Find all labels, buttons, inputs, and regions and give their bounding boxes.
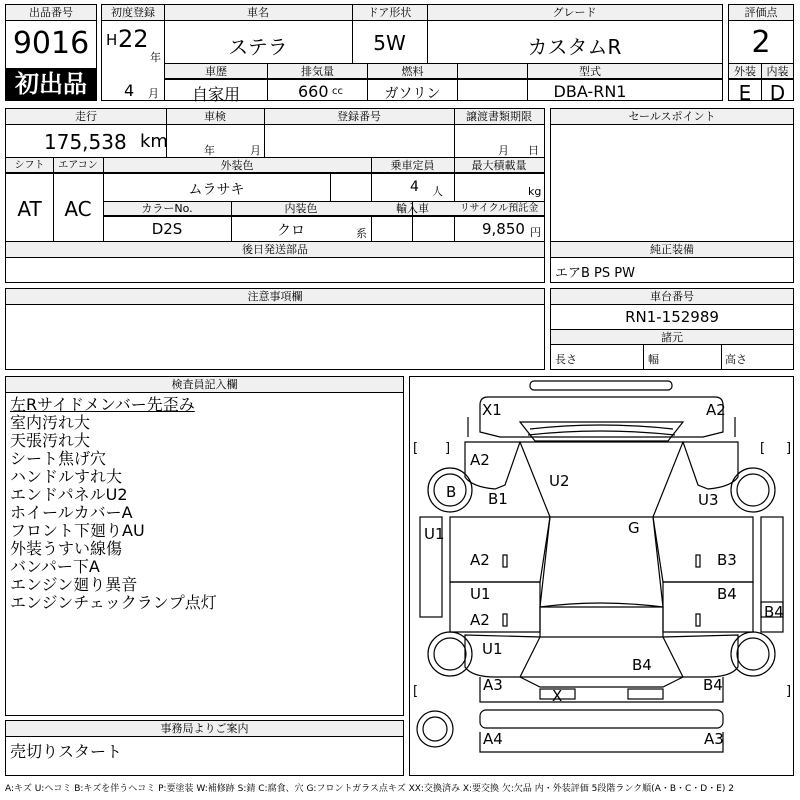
mark-x: X bbox=[552, 687, 563, 705]
equipment-box bbox=[550, 241, 794, 283]
ext-color: ムラサキ bbox=[188, 182, 245, 198]
car-diagram-svg bbox=[410, 377, 793, 775]
mark-b-wheel: B bbox=[446, 483, 457, 501]
color-no: D2S bbox=[151, 220, 183, 238]
remark-item: 外装うすい線傷 bbox=[10, 539, 123, 558]
mark-a2-tr: A2 bbox=[706, 401, 726, 419]
int-color: クロ bbox=[277, 223, 305, 239]
max-load-unit: kg bbox=[528, 185, 542, 198]
mark-u1-l: U1 bbox=[470, 585, 491, 603]
score-label: 評価点 bbox=[729, 5, 793, 21]
height-label: 高さ bbox=[725, 353, 747, 366]
mark-x1: X1 bbox=[482, 401, 502, 419]
displacement: 660 bbox=[298, 82, 329, 101]
interior-grade: D bbox=[769, 81, 786, 105]
front-right-fender bbox=[683, 442, 738, 489]
equipment-label: 純正装備 bbox=[551, 242, 793, 258]
bracket: [ bbox=[413, 684, 419, 699]
reg-number-label: 登録番号 bbox=[337, 110, 381, 123]
ac: AC bbox=[64, 197, 92, 221]
score: 2 bbox=[751, 25, 771, 60]
bracket: ] bbox=[445, 441, 451, 456]
fuel: ガソリン bbox=[384, 86, 441, 102]
remark-item: フロント下廻りAU bbox=[10, 521, 145, 540]
dims-label: 諸元 bbox=[551, 330, 793, 345]
fuel-label: 燃料 bbox=[401, 65, 424, 78]
displacement-label: 排気量 bbox=[301, 65, 334, 78]
sales-point-label: セールスポイント bbox=[551, 109, 793, 125]
mark-b3: B3 bbox=[717, 551, 737, 569]
inspection-label: 車検 bbox=[204, 110, 226, 123]
mark-a2-l3: A2 bbox=[470, 611, 490, 629]
displacement-unit: cc bbox=[332, 86, 343, 97]
capacity-label: 乗車定員 bbox=[390, 159, 435, 172]
recycle-unit: 円 bbox=[530, 226, 541, 239]
damage-diagram bbox=[409, 376, 794, 776]
max-load-label: 最大積載量 bbox=[471, 159, 527, 172]
inspector-box bbox=[5, 376, 404, 716]
grade: カスタムR bbox=[527, 35, 622, 59]
front-right-door bbox=[653, 517, 753, 582]
mark-g: G bbox=[628, 519, 640, 537]
lot-number: 9016 bbox=[12, 26, 90, 61]
sales-point-box bbox=[550, 108, 794, 242]
model-code: DBA-RN1 bbox=[553, 82, 627, 101]
bracket: [ bbox=[413, 441, 419, 456]
mark-u2: U2 bbox=[549, 472, 570, 490]
remark-item: ホイールカバーA bbox=[10, 503, 133, 522]
mark-a2-fl: A2 bbox=[470, 451, 490, 469]
lot-number-label: 出品番号 bbox=[6, 5, 96, 21]
width-label: 幅 bbox=[648, 353, 659, 366]
capacity: 4 bbox=[410, 179, 419, 195]
rear-light-right bbox=[628, 689, 663, 699]
mileage: 175,538 bbox=[44, 130, 127, 154]
remark-item: エンジン廻り異音 bbox=[10, 575, 138, 594]
mark-a3: A3 bbox=[483, 676, 503, 694]
remark-item: バンパー下A bbox=[10, 557, 100, 576]
windshield-shape bbox=[520, 442, 683, 517]
remark-item: 室内汚れ大 bbox=[10, 413, 91, 432]
office-label: 事務局よりご案内 bbox=[6, 721, 403, 737]
mark-a3-r: A3 bbox=[704, 730, 724, 748]
color-no-label: カラーNo. bbox=[141, 202, 193, 215]
reg-year: 22 bbox=[118, 25, 149, 53]
inspector-label: 検査員記入欄 bbox=[6, 377, 403, 393]
reg-year-unit: 年 bbox=[150, 51, 161, 64]
later-parts-box bbox=[5, 241, 545, 283]
first-reg-label: 初度登録 bbox=[111, 6, 155, 19]
office-message: 売切りスタート bbox=[10, 742, 123, 761]
mark-a4: A4 bbox=[483, 730, 503, 748]
remark-item: 天張汚れ大 bbox=[10, 431, 91, 450]
bracket: [ bbox=[760, 441, 766, 456]
remark-item: エンドパネルU2 bbox=[10, 485, 128, 504]
mark-a2-l2: A2 bbox=[470, 551, 490, 569]
insp-year-unit: 年 bbox=[204, 144, 215, 157]
mileage-label: 走行 bbox=[75, 110, 97, 123]
length-label: 長さ bbox=[555, 353, 577, 366]
vehicle-header-box bbox=[101, 4, 723, 104]
remarks-list bbox=[10, 396, 400, 612]
mark-u3: U3 bbox=[698, 491, 719, 509]
history-label: 車歴 bbox=[205, 65, 227, 78]
equipment-value: エアB PS PW bbox=[555, 266, 635, 281]
mark-b4-r: B4 bbox=[717, 585, 737, 603]
rear-right-fender bbox=[663, 635, 738, 677]
score-box bbox=[728, 4, 794, 105]
chassis-box bbox=[550, 288, 794, 370]
shift: AT bbox=[17, 197, 42, 221]
first-listing-badge: 初出品 bbox=[6, 68, 96, 100]
reg-month-unit: 月 bbox=[148, 87, 159, 100]
rear-bumper-shape bbox=[480, 710, 723, 728]
bracket: ] bbox=[786, 441, 792, 456]
chassis-label: 車台番号 bbox=[551, 289, 793, 305]
car-name: ステラ bbox=[228, 35, 288, 59]
int-color-label: 内装色 bbox=[284, 202, 318, 215]
mark-b4-c: B4 bbox=[632, 656, 652, 674]
exterior-label: 外装 bbox=[734, 65, 756, 78]
recycle-label: リサイクル預託金 bbox=[459, 203, 539, 214]
notes-label: 注意事項欄 bbox=[6, 289, 544, 305]
interior-label: 内装 bbox=[766, 65, 789, 78]
remark-item: シート焦げ穴 bbox=[10, 449, 107, 468]
ac-label: エアコン bbox=[58, 160, 98, 171]
remark-item: 左Rサイドメンバー先歪み bbox=[10, 395, 195, 414]
int-color-unit: 系 bbox=[356, 227, 367, 240]
notes-box bbox=[5, 288, 545, 370]
car-name-label: 車名 bbox=[247, 6, 269, 19]
grade-label: グレード bbox=[552, 6, 597, 19]
import-label: 輸入車 bbox=[396, 202, 429, 215]
transfer-month-unit: 月 bbox=[498, 144, 509, 157]
capacity-unit: 人 bbox=[432, 185, 443, 198]
rear-glass bbox=[540, 603, 663, 637]
reg-month: 4 bbox=[124, 81, 135, 100]
rear-right-door bbox=[663, 582, 753, 632]
recycle-fee: 9,850 bbox=[482, 220, 525, 238]
model-label: 型式 bbox=[579, 65, 601, 78]
office-box bbox=[5, 720, 404, 776]
legend-text: A:キズ U:ヘコミ B:キズを伴うヘコミ P:要塗装 W:補修跡 S:錆 C:腐食、穴 G:フロントガラス点キズ XX:交換済み X:要交換 欠:欠品 内・外装評価 5段階ランク順(A・B・C・D・E) 2 bbox=[5, 784, 735, 794]
mark-b4-side: B4 bbox=[764, 603, 784, 621]
remark-item: ハンドルすれ大 bbox=[10, 467, 123, 486]
mileage-unit: km bbox=[140, 131, 168, 152]
bracket: ] bbox=[786, 684, 792, 699]
shift-label: シフト bbox=[14, 160, 45, 171]
roof-shape bbox=[540, 517, 663, 607]
rear-hatch bbox=[520, 677, 683, 687]
mark-b4-rr: B4 bbox=[703, 676, 723, 694]
transfer-label: 譲渡書類期限 bbox=[466, 110, 532, 123]
mark-b1: B1 bbox=[488, 490, 508, 508]
mark-u1-rear: U1 bbox=[482, 640, 503, 658]
lot-number-box bbox=[5, 4, 97, 101]
ext-color-label: 外装色 bbox=[220, 159, 254, 172]
history: 自家用 bbox=[191, 85, 240, 104]
era: H bbox=[106, 31, 118, 49]
details-box bbox=[5, 108, 545, 242]
front-bumper-shape bbox=[530, 381, 672, 390]
door-type: 5W bbox=[373, 31, 406, 55]
chassis-number: RN1-152989 bbox=[625, 308, 719, 326]
remark-item: エンジンチェックランプ点灯 bbox=[10, 593, 217, 612]
transfer-day-unit: 日 bbox=[528, 144, 539, 157]
front-left-door bbox=[450, 517, 550, 582]
later-parts-label: 後日発送部品 bbox=[6, 242, 544, 258]
door-label: ドア形状 bbox=[367, 6, 412, 19]
mark-u1-side: U1 bbox=[424, 525, 445, 543]
rear-left-door bbox=[450, 582, 540, 632]
exterior-grade: E bbox=[738, 81, 752, 105]
insp-month-unit: 月 bbox=[250, 144, 261, 157]
